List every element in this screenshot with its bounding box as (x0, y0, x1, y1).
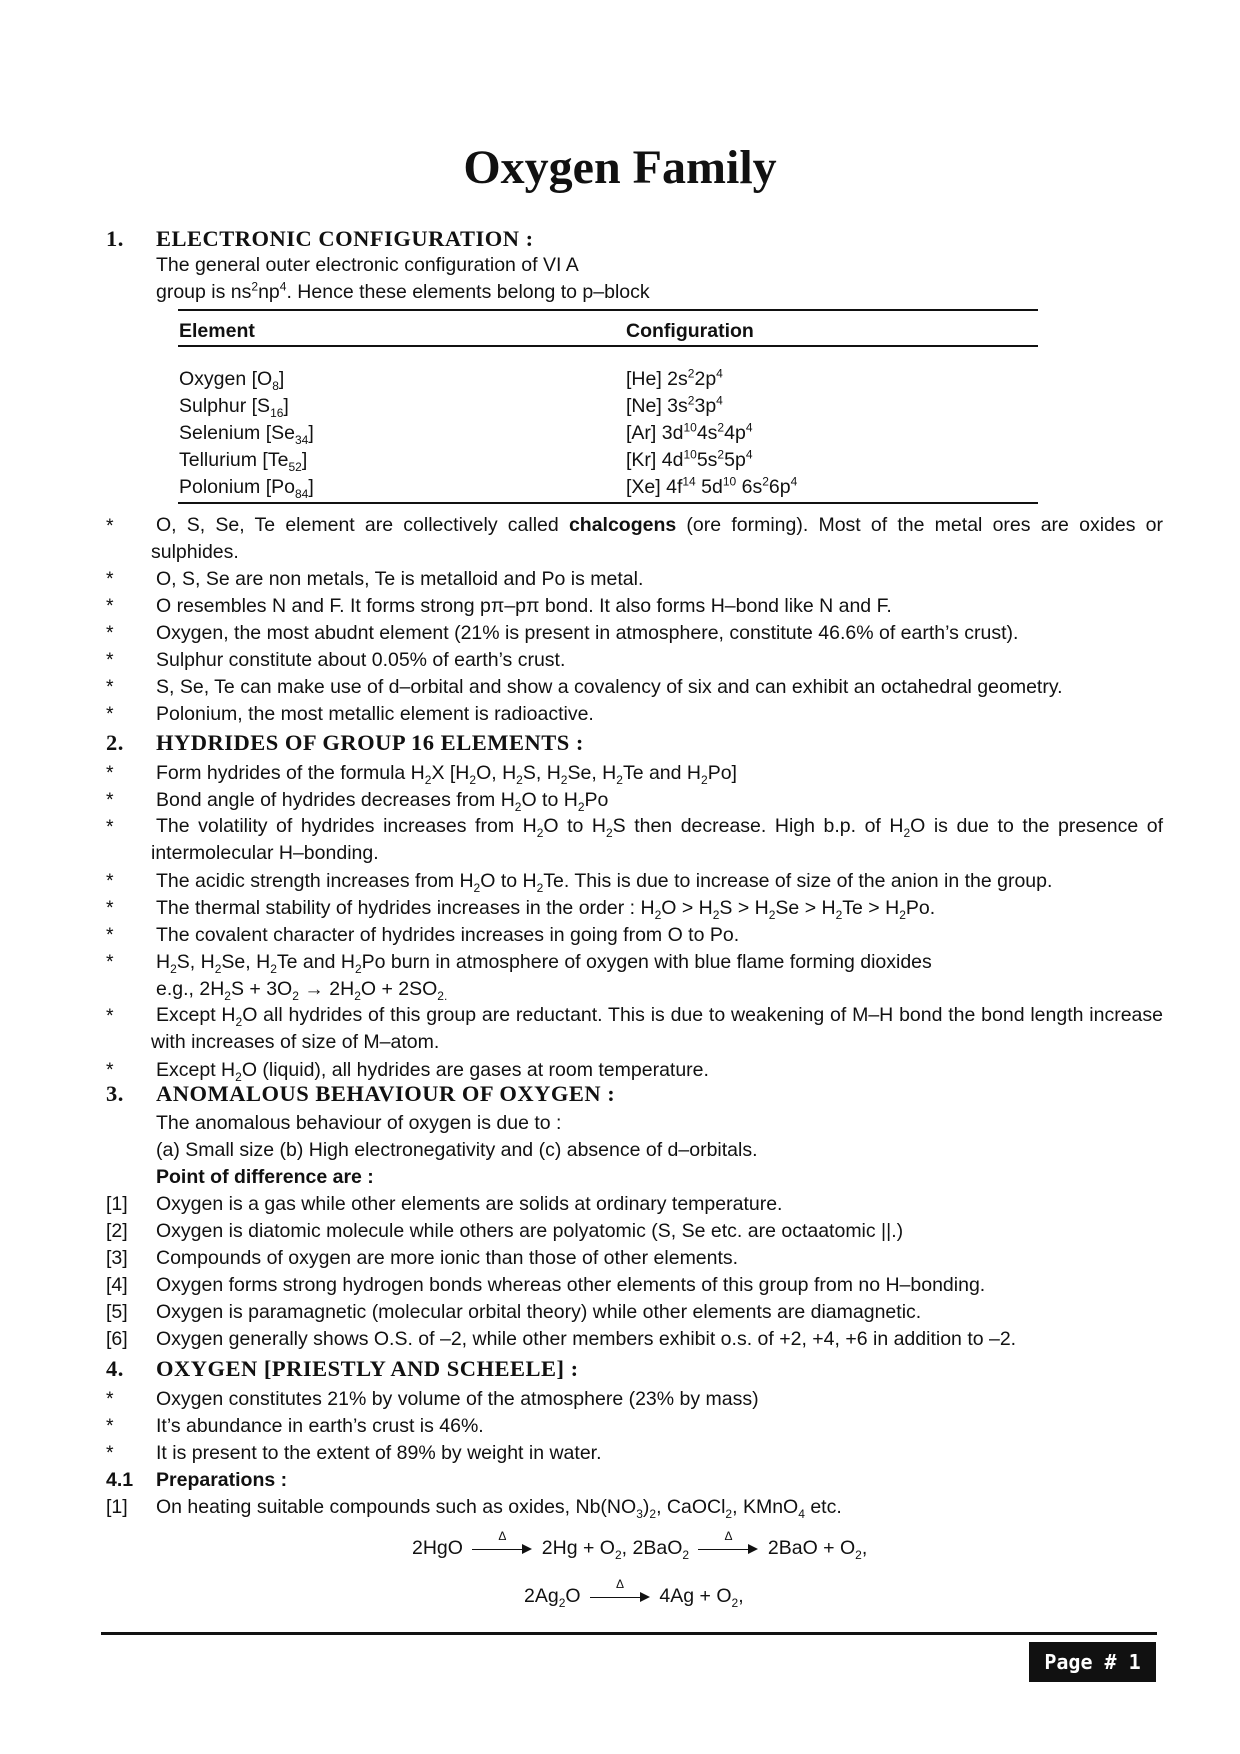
point-text: Oxygen generally shows O.S. of –2, while other members exhibit o.s. of +2, +4, +6 in addition to –2. (156, 1328, 1017, 1350)
list-item: Polonium, the most metallic element is radioactive. (156, 703, 594, 725)
bullet-marker: * (106, 1415, 114, 1437)
list-item: O resembles N and F. It forms strong pπ–pπ bond. It also forms H–bond like N and F. (156, 595, 892, 617)
list-item: Except $H_2O$ all hydrides of this group are reductant. This is due to weakening of M–H bond the bond length increase with increases of size of M–atom. (151, 1004, 1163, 1053)
table-header-configuration: Configuration (626, 320, 754, 342)
table-cell-element: Tellurium $[Te_{52}]$ (179, 449, 308, 474)
list-item: The covalent character of hydrides increases in going from O to Po. (156, 924, 740, 946)
bullet-marker: * (106, 897, 114, 919)
table-cell-configuration: [Ne] $3s^23p^4$ (626, 393, 723, 417)
table-top-rule (178, 309, 1038, 311)
prep-text: On heating suitable compounds such as oxides, $Nb(NO_3)_2$, CaOCl$_2$, KMnO$_4$ etc. (156, 1496, 842, 1521)
prep-number: [1] (106, 1496, 128, 1518)
bullet-marker: * (106, 951, 114, 973)
point-number: [6] (106, 1328, 128, 1350)
list-item: S, Se, Te can make use of d–orbital and show a covalency of six and can exhibit an octahedral geometry. (156, 676, 1063, 698)
list-item: Sulphur constitute about 0.05% of earth’s crust. (156, 649, 566, 671)
bullet-marker: * (106, 515, 114, 537)
table-cell-configuration: [Kr] $4d^{10}5s^25p^4$ (626, 447, 753, 471)
list-item: $H_2S$, $H_2Se$, $H_2Te$ and $H_2Po$ burn in atmosphere of oxygen with blue flame forming dioxides (156, 951, 932, 976)
list-item: Form hydrides of the formula $H_2X$ [$H_2O$, $H_2S$, $H_2Se$, $H_2Te$ and $H_2Po$] (156, 762, 737, 787)
point-text: Compounds of oxygen are more ionic than those of other elements. (156, 1247, 739, 1269)
list-item: Bond angle of hydrides decreases from $H_2O$ to $H_2Po$ (156, 789, 609, 814)
list-item: The acidic strength increases from $H_2O$ to $H_2Te$. This is due to increase of size of the anion in the group. (156, 870, 1053, 895)
reaction-arrow: Δ (472, 1539, 532, 1559)
point-number: [3] (106, 1247, 128, 1269)
bullet-marker: * (106, 789, 114, 811)
anomalous-intro: The anomalous behaviour of oxygen is due to : (156, 1112, 562, 1134)
bullet-marker: * (106, 870, 114, 892)
bullet-marker: * (106, 816, 114, 838)
bullet-marker: * (106, 622, 114, 644)
point-text: Oxygen is diatomic molecule while others are polyatomic (S, Se etc. are octaatomic ||.) (156, 1220, 904, 1242)
table-cell-configuration: [Xe] $4f^{14}$ $5d^{10}$ $6s^26p^4$ (626, 474, 798, 498)
point-text: Oxygen is paramagnetic (molecular orbital theory) while other elements are diamagnetic. (156, 1301, 922, 1323)
intro-line-2: group is $ns^2np^4$. Hence these elements belong to p–block (156, 279, 650, 303)
bullet-marker: * (106, 595, 114, 617)
list-item: The volatility of hydrides increases from $H_2O$ to $H_2S$ then decrease. High b.p. of $H_2O$ is due to the presence of intermolecular H–bonding. (151, 815, 1163, 864)
bullet-marker: * (106, 762, 114, 784)
point-text: Oxygen forms strong hydrogen bonds whereas other elements of this group from no H–bonding. (156, 1274, 986, 1296)
bullet-marker: * (106, 1388, 114, 1410)
chalcogens-text: O, S, Se, Te element are collectively called chalcogens (ore forming). Most of the metal ores are oxides or sulphides. (151, 514, 1164, 563)
list-item: It’s abundance in earth’s crust is 46%. (156, 1415, 484, 1437)
reaction-arrow: Δ (590, 1587, 650, 1607)
bullet-marker: * (106, 649, 114, 671)
list-item: It is present to the extent of 89% by weight in water. (156, 1442, 602, 1464)
table-header-element: Element (179, 320, 255, 342)
list-item: O, S, Se are non metals, Te is metalloid and Po is metal. (156, 568, 644, 590)
point-number: [1] (106, 1193, 128, 1215)
footer-rule (101, 1632, 1157, 1635)
point-number: [2] (106, 1220, 128, 1242)
list-item: The thermal stability of hydrides increases in the order : $H_2O > H_2S > H_2Se > H_2Te > H_2Po$. (156, 897, 936, 922)
bullet-marker: * (106, 676, 114, 698)
bullet-marker: * (106, 1059, 114, 1081)
bullet-marker: * (106, 703, 114, 725)
equation-line-1: 2HgO Δ $2Hg + O_2$, 2BaO$_2$ Δ $2BaO + O_2$, (412, 1528, 868, 1562)
list-item: Except $H_2O$ (liquid), all hydrides are gases at room temperature. (156, 1059, 709, 1084)
document-page: Oxygen Family 1. ELECTRONIC CONFIGURATION : The general outer electronic configuration of VI A group is $ns^2np^4$. Hence these elements belong to p–block Element Configuration Oxygen $[O_8]$ [He] $2s^22p^4$ Sulphur $[S_{16}]$ [Ne] $3s^23p^4$ Selenium $[Se_{34}]$ [Ar] $3d^{10}4s^24p^4$ Tellurium $[Te_{52}]$ [Kr] $4d^{10}5s^25p^4$ Polonium $[Po_{84}]$ [Xe] $4f^{14}$ $5d^{10}$ $6s^26p^4$ * O, S, Se, Te element are collectively called chalcogens (ore forming). Most of the metal ores are oxides or sulphides. * O, S, Se are non metals, Te is metalloid and Po is metal. * O resembles N and F. It forms strong pπ–pπ bond. It also forms H–bond like N and F. * Oxygen, the most abudnt element (21% is present in atmosphere, constitute 46.6% of earth’s crust). * Sulphur constitute about 0.05% of earth’s crust. * S, Se, Te can make use of d–orbital and show a covalency of six and can exhibit an octahedral geometry. * Polonium, the most metallic element is radioactive. 2. HYDRIDES OF GROUP 16 ELEMENTS : * Form hydrides of the formula $H_2X$ [$H_2O$, $H_2S$, $H_2Se$, $H_2Te$ and $H_2Po$] * Bond angle of hydrides decreases from $H_2O$ to $H_2Po$ * The volatility of hydrides increases from $H_2O$ to $H_2S$ then decrease. High b.p. of $H_2O$ is due to the presence of intermolecular H–bonding. * The acidic strength increases from $H_2O$ to $H_2Te$. This is due to increase of size of the anion in the group. * The thermal stability of hydrides increases in the order : $H_2O > H_2S > H_2Se > H_2Te > H_2Po$. * The covalent character of hydrides increases in going from O to Po. * $H_2S$, $H_2Se$, $H_2Te$ and $H_2Po$ burn in atmosphere of oxygen with blue flame forming dioxides e.g., $2H_2S + 3O_2 \to 2H_2O + 2SO_{2.}$ * Except $H_2O$ all hydrides of this group are reductant. This is due to weakening of M–H bond the bond length increase with increases of size of M–atom. * Except $H_2O$ (liquid), all hydrides are gases at room temperature. 3. ANOMALOUS BEHAVIOUR OF OXYGEN : The anomalous behaviour of oxygen is due to : (a) Small size (b) High electronegativity and (c) absence of d–orbitals. Point of difference are : [1] Oxygen is a gas while other elements are solids at ordinary temperature. [2] Oxygen is diatomic molecule while others are polyatomic (S, Se etc. are octaatomic ||.) [3] Compounds of oxygen are more ionic than those of other elements. [4] Oxygen forms strong hydrogen bonds whereas other elements of this group from no H–bonding. [5] Oxygen is paramagnetic (molecular orbital theory) while other elements are diamagnetic. [6] Oxygen generally shows O.S. of –2, while other members exhibit o.s. of +2, +4, +6 in addition to –2. 4. OXYGEN [PRIESTLY AND SCHEELE] : * Oxygen constitutes 21% by volume of the atmosphere (23% by mass) * It’s abundance in earth’s crust is 46%. * It is present to the extent of 89% by weight in water. 4.1 Preparations : [1] On heating suitable compounds such as oxides, $Nb(NO_3)_2$, CaOCl$_2$, KMnO$_4$ etc. 2HgO Δ $2Hg + O_2$, 2BaO$_2$ Δ $2BaO + O_2$, $2Ag_2O$ Δ $4Ag + O_2$, Page # 1 (0, 0, 1240, 1754)
bullet-marker: * (106, 1442, 114, 1464)
list-item: Oxygen, the most abudnt element (21% is present in atmosphere, constitute 46.6% of earth’s crust). (156, 622, 1019, 644)
equation-line-2: $2Ag_2O$ Δ $4Ag + O_2$, (524, 1576, 744, 1610)
section-4-1-title: Preparations : (156, 1469, 288, 1491)
section-4-1-number: 4.1 (106, 1469, 134, 1491)
page-number: Page # 1 (1029, 1642, 1156, 1682)
table-header-rule (178, 345, 1038, 347)
bullet-marker: * (106, 924, 114, 946)
table-cell-configuration: [He] $2s^22p^4$ (626, 366, 723, 390)
point-number: [4] (106, 1274, 128, 1296)
table-cell-element: Sulphur $[S_{16}]$ (179, 395, 289, 420)
table-cell-configuration: [Ar] $3d^{10}4s^24p^4$ (626, 420, 753, 444)
reaction-example: e.g., $2H_2S + 3O_2 \to 2H_2O + 2SO_{2.}$ (156, 978, 448, 1003)
points-heading: Point of difference are : (156, 1166, 374, 1188)
table-bottom-rule (178, 502, 1038, 504)
table-cell-element: Polonium $[Po_{84}]$ (179, 476, 314, 501)
table-cell-element: Selenium $[Se_{34}]$ (179, 422, 314, 447)
page-title: Oxygen Family (463, 141, 777, 194)
point-number: [5] (106, 1301, 128, 1323)
anomalous-reasons: (a) Small size (b) High electronegativity and (c) absence of d–orbitals. (156, 1139, 758, 1161)
bullet-marker: * (106, 1005, 114, 1027)
point-text: Oxygen is a gas while other elements are solids at ordinary temperature. (156, 1193, 783, 1215)
table-cell-element: Oxygen $[O_8]$ (179, 368, 285, 393)
intro-line-1: The general outer electronic configuration of VI A (156, 254, 579, 276)
bullet-marker: * (106, 568, 114, 590)
reaction-arrow: Δ (698, 1539, 758, 1559)
list-item: Oxygen constitutes 21% by volume of the atmosphere (23% by mass) (156, 1388, 759, 1410)
